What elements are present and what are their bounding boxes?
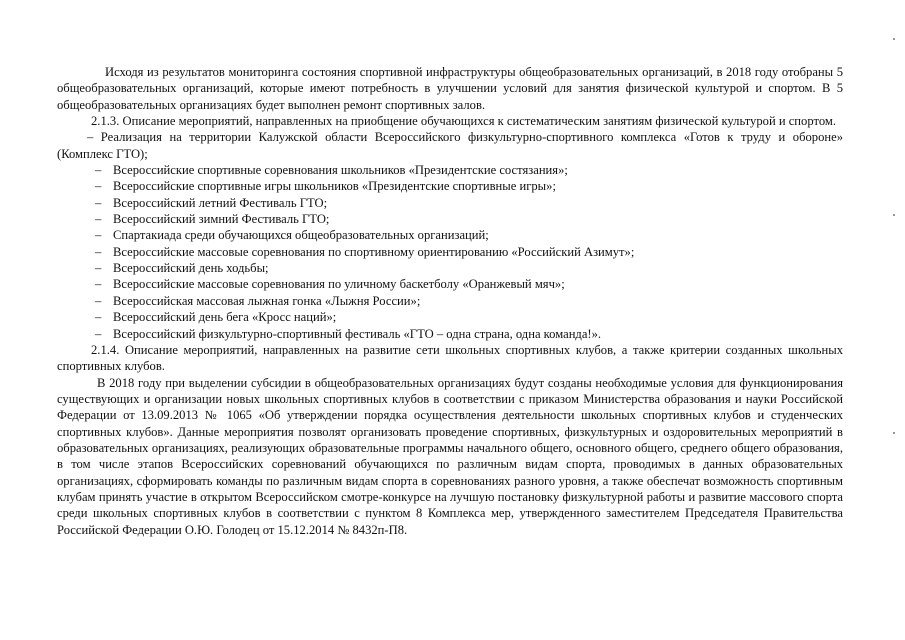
list-item	[57, 276, 843, 292]
paragraph-gto-complex: – Реализация на территории Калужской области Всероссийского физкультурно-спортивного комплекса «Готов к труду и обороне» (Комплекс ГТО);	[57, 130, 843, 161]
section-2-1-3-heading: 2.1.3. Описание мероприятий, направленных на приобщение обучающихся к систематическим занятиям физической культурой и спортом.	[91, 114, 836, 129]
dash-marker: –	[95, 261, 102, 276]
list-item	[57, 244, 843, 260]
list-item	[57, 260, 843, 276]
list-item	[57, 162, 843, 178]
list-item	[57, 309, 843, 325]
list-item-text: Всероссийская массовая лыжная гонка «Лыжня России»;	[113, 293, 421, 308]
list-item-text: Всероссийские массовые соревнования по спортивному ориентированию «Российский Азимут»;	[113, 244, 635, 259]
list-item-text: Всероссийские спортивные соревнования школьников «Президентские состязания»;	[113, 163, 568, 178]
list-item-text: Всероссийский физкультурно-спортивный фестиваль «ГТО – одна страна, одна команда!».	[113, 326, 602, 341]
list-item-text: Всероссийский день ходьбы;	[113, 261, 269, 276]
dash-marker: –	[95, 212, 102, 227]
list-item	[57, 293, 843, 309]
dash-marker: –	[95, 310, 102, 325]
dash-marker: –	[95, 326, 102, 341]
paragraph-monitoring: Исходя из результатов мониторинга состояния спортивной инфраструктуры общеобразовательных организаций, в 2018 году отобраны 5 общеобразовательных организаций, которые имеют потребность в улучшении условий для занятия физической культурой и спортом. В 5 общеобразовательных организациях будет выполнен ремонт спортивных залов.	[57, 65, 843, 112]
dash-marker: –	[95, 163, 102, 178]
list-item	[57, 178, 843, 194]
list-item-text: Всероссийский зимний Фестиваль ГТО;	[113, 212, 330, 227]
section-2-1-4-heading: 2.1.4. Описание мероприятий, направленных на развитие сети школьных спортивных клубов, а также критерии созданных школьных спортивных клубов.	[57, 342, 843, 374]
dash-marker: –	[95, 293, 102, 308]
dash-marker: –	[95, 195, 102, 210]
dash-marker: –	[95, 277, 102, 292]
dash-marker: –	[95, 179, 102, 194]
list-item-text: Всероссийские спортивные игры школьников «Президентские спортивные игры»;	[113, 179, 556, 194]
list-item	[57, 227, 843, 243]
events-list	[57, 162, 843, 342]
list-item	[57, 326, 843, 342]
scan-speck	[893, 38, 895, 40]
list-item	[57, 211, 843, 227]
list-item	[57, 195, 843, 211]
scan-speck	[893, 214, 895, 216]
scan-speck	[893, 432, 895, 434]
list-item-text: Всероссийский летний Фестиваль ГТО;	[113, 195, 328, 210]
dash-marker: –	[95, 244, 102, 259]
paragraph-school-clubs: В 2018 году при выделении субсидии в общеобразовательных организациях будут созданы необходимые условия для функционирования существующих и организации новых школьных спортивных клубов в соответствии с приказом Министерства образования и науки Российской Федерации от 13.09.2013 № 1065 «Об утверждении порядка осуществления деятельности школьных спортивных клубов и студенческих спортивных клубов». Данные мероприятия позволят организовать проведение спортивных, физкультурных и оздоровительных мероприятий в образовательных организациях, реализующих образовательные программы начального общего, основного общего, среднего общего образования, в том числе этапов Всероссийских соревнований обучающихся по различным видам спорта, проводимых в данных образовательных организациях, сформировать команды по различным видам спорта в соревнованиях разного уровня, а также обеспечат возможность спортивным клубам принять участие в открытом Всероссийском смотре-конкурсе на лучшую постановку физкультурной работы и развитие массового спорта среди школьных спортивных клубов в соответствии с пунктом 8 Комплекса мер, утвержденного заместителем Председателя Правительства Российской Федерации О.Ю. Голодец от 15.12.2014 № 8432п-П8.	[57, 375, 843, 537]
list-item-text: Всероссийские массовые соревнования по уличному баскетболу «Оранжевый мяч»;	[113, 277, 565, 292]
list-item-text: Спартакиада среди обучающихся общеобразовательных организаций;	[113, 228, 489, 243]
list-item-text: Всероссийский день бега «Кросс наций»;	[113, 310, 337, 325]
dash-marker: –	[95, 228, 102, 243]
